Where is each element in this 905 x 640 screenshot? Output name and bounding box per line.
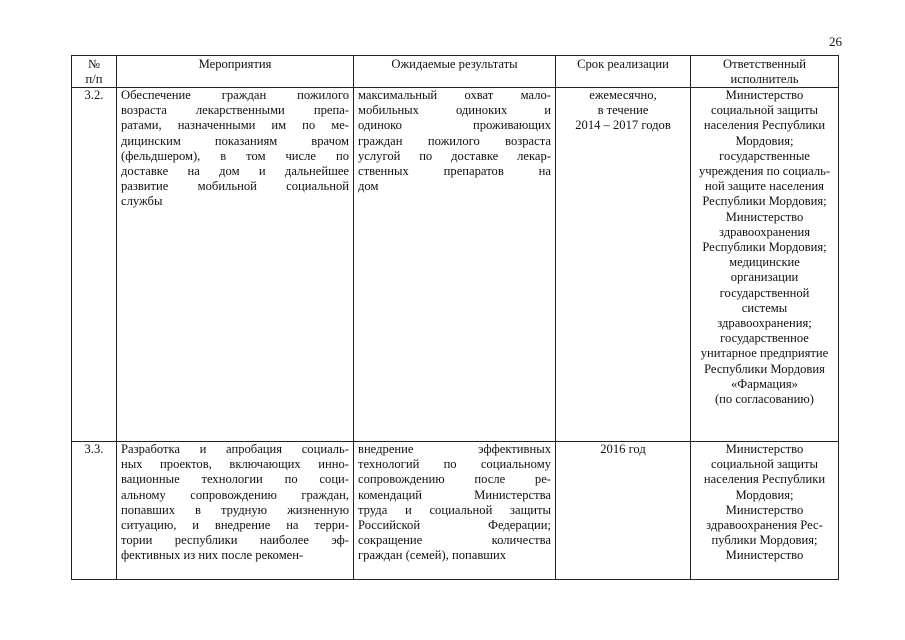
cell-text-line: унитарное предприятие <box>700 346 829 361</box>
cell-text-line: Республики Мордовия; <box>702 240 827 255</box>
header-responsible-line: Ответственный <box>723 57 806 71</box>
cell-text-line: государственное <box>720 331 809 346</box>
cell-text-line: Обеспечение граждан пожилого <box>121 88 349 102</box>
results-cell <box>354 442 556 580</box>
measures-table <box>71 55 839 580</box>
header-responsible <box>691 56 839 88</box>
cell-text-line: Республики Мордовия <box>704 361 825 376</box>
cell-text-line: одиноко проживающих <box>358 118 551 133</box>
header-results-label: Ожидаемые результаты <box>391 57 518 71</box>
cell-text-line: Министерство <box>725 548 804 563</box>
cell-text-line: доставке на дом и дальнейшее <box>121 164 349 179</box>
cell-text-line: ственных препаратов на <box>358 164 551 179</box>
cell-text-line: службы <box>121 194 163 209</box>
header-period-label: Срок реализации <box>577 57 669 71</box>
cell-text-line: технологий по социальному <box>358 457 551 472</box>
cell-text-line: Мордовия; <box>735 487 794 502</box>
cell-text-line: медицинские <box>729 255 800 270</box>
cell-text-line: ежемесячно, <box>589 88 657 102</box>
cell-text-line: Министерство <box>725 209 804 224</box>
cell-text-line: «Фармация» <box>731 376 798 391</box>
cell-text-line: 2014 – 2017 годов <box>575 118 671 133</box>
cell-text-line: развитие мобильной социальной <box>121 179 349 194</box>
page-number: 26 <box>829 34 842 49</box>
cell-text-line: в течение <box>597 103 649 118</box>
cell-text-line: попавших в трудную жизненную <box>121 502 349 517</box>
cell-text-line: ных проектов, включающих инно- <box>121 457 349 472</box>
header-activity <box>117 56 354 88</box>
cell-text-line: Министерство <box>725 88 804 102</box>
cell-text-line: Российской Федерации; <box>358 518 551 533</box>
table-row <box>72 442 839 580</box>
cell-text-line: дом <box>358 179 379 194</box>
cell-text-line: населения Республики <box>703 472 826 487</box>
header-num-line: п/п <box>85 71 103 86</box>
cell-text-line: организации <box>730 270 799 285</box>
period-cell <box>556 88 691 442</box>
cell-text-line: граждан (семей), попавших <box>358 548 507 563</box>
table-row <box>72 88 839 442</box>
cell-text-line: социальной защиты <box>711 457 818 472</box>
cell-text-line: Республики Мордовия; <box>702 194 827 209</box>
responsible-cell <box>691 88 839 442</box>
cell-text-line: услугой по доставке лекар- <box>358 148 551 163</box>
header-responsible-line: исполнитель <box>730 71 799 86</box>
cell-text-line: населения Республики <box>703 118 826 133</box>
cell-text-line: 2016 год <box>600 442 646 456</box>
activity-cell <box>117 88 354 442</box>
cell-text-line: Мордовия; <box>735 133 794 148</box>
cell-text-line: государственной <box>719 285 810 300</box>
cell-text-line: (фельдшером), в том числе по <box>121 148 349 163</box>
table-header-row <box>72 56 839 88</box>
cell-text-line: социальной защиты <box>711 103 818 118</box>
cell-text-line: здравоохранения Рес- <box>706 518 823 533</box>
period-cell <box>556 442 691 580</box>
cell-text-line: труда и социальной защиты <box>358 502 551 517</box>
responsible-cell <box>691 442 839 580</box>
row-number-text: 3.2. <box>84 88 104 102</box>
header-num <box>72 56 117 88</box>
cell-text-line: сопровождению после ре- <box>358 472 551 487</box>
cell-text-line: ситуацию, и внедрение на терри- <box>121 518 349 533</box>
row-number <box>72 88 117 442</box>
cell-text-line: (по согласованию) <box>714 392 814 407</box>
cell-text-line: внедрение эффективных <box>358 442 551 456</box>
cell-text-line: фективных из них после рекомен- <box>121 548 304 563</box>
cell-text-line: граждан пожилого возраста <box>358 133 551 148</box>
cell-text-line: альному сопровождению граждан, <box>121 487 349 502</box>
cell-text-line: дицинским показаниям врачом <box>121 133 349 148</box>
header-results <box>354 56 556 88</box>
cell-text-line: системы <box>741 300 788 315</box>
cell-text-line: комендаций Министерства <box>358 487 551 502</box>
row-number <box>72 442 117 580</box>
row-number-text: 3.3. <box>84 442 104 456</box>
cell-text-line: публики Мордовия; <box>711 533 818 548</box>
cell-text-line: вационные технологии по соци- <box>121 472 349 487</box>
cell-text-line: Министерство <box>725 442 804 456</box>
cell-text-line: Разработка и апробация социаль- <box>121 442 349 456</box>
activity-cell <box>117 442 354 580</box>
cell-text-line: государственные <box>719 148 810 163</box>
cell-text-line: возраста лекарственными препа- <box>121 103 349 118</box>
cell-text-line: учреждения по социаль- <box>698 164 831 179</box>
cell-text-line: Министерство <box>725 502 804 517</box>
header-period <box>556 56 691 88</box>
header-activity-label: Мероприятия <box>198 57 272 71</box>
cell-text-line: сокращение количества <box>358 533 551 548</box>
cell-text-line: здравоохранения; <box>717 316 812 331</box>
header-num-line: № <box>87 57 101 71</box>
cell-text-line: ратами, назначенными им по ме- <box>121 118 349 133</box>
cell-text-line: максимальный охват мало- <box>358 88 551 102</box>
cell-text-line: ной защите населения <box>705 179 824 194</box>
cell-text-line: здравоохранения <box>719 224 810 239</box>
cell-text-line: мобильных одиноких и <box>358 103 551 118</box>
results-cell <box>354 88 556 442</box>
cell-text-line: тории республики наиболее эф- <box>121 533 349 548</box>
